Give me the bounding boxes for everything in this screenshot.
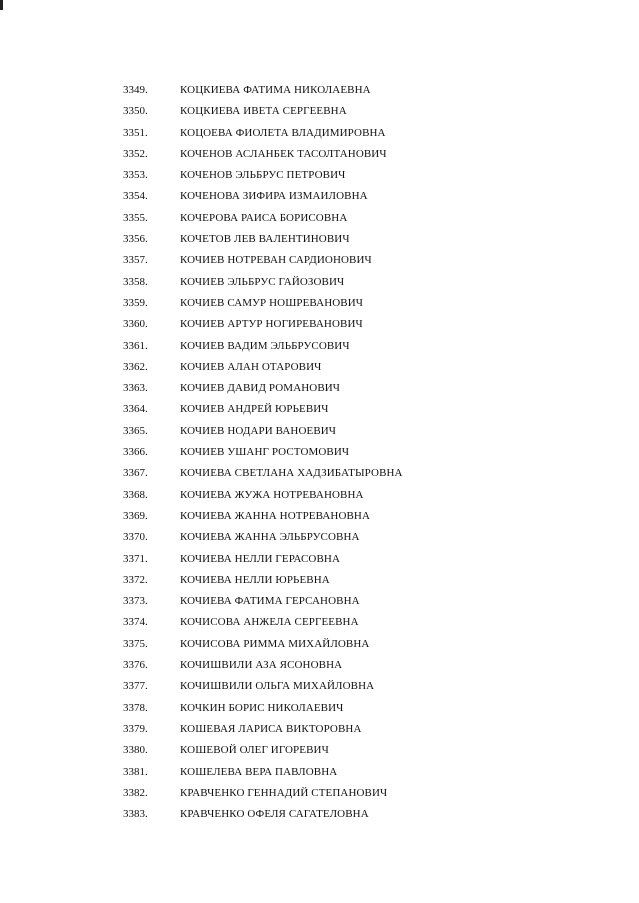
entry-number: 3378. (123, 701, 148, 714)
entry-name: КОЧИЕВА ЖАННА ЭЛЬБРУСОВНА (180, 531, 360, 544)
list-item (0, 272, 639, 293)
entry-name: КОЧИЕВА ЖАННА НОТРЕВАНОВНА (180, 509, 371, 522)
list-item (0, 740, 639, 761)
entry-name: КОЧЕНОВ ЭЛЬБРУС ПЕТРОВИЧ (180, 169, 346, 182)
list-item (0, 421, 639, 442)
entry-name: КОЧИЕВ ЭЛЬБРУС ГАЙОЗОВИЧ (180, 275, 345, 288)
list-item (0, 676, 639, 697)
entry-number: 3368. (123, 488, 148, 501)
entry-name: КОЧИЕВА СВЕТЛАНА ХАДЗИБАТЫРОВНА (180, 467, 403, 480)
list-item (0, 165, 639, 186)
entry-name: КОЧИЕВ УШАНГ РОСТОМОВИЧ (180, 446, 350, 459)
entry-name: КОЧИЕВ НОТРЕВАН САРДИОНОВИЧ (180, 254, 372, 267)
list-item (0, 336, 639, 357)
entry-number: 3381. (123, 765, 148, 778)
entry-number: 3371. (123, 552, 148, 565)
entry-number: 3364. (123, 403, 148, 416)
entry-name: КРАВЧЕНКО ОФЕЛЯ САГАТЕЛОВНА (180, 808, 369, 821)
entry-number: 3356. (123, 233, 148, 246)
entry-number: 3369. (123, 509, 148, 522)
entry-name: КОЧИСОВА РИММА МИХАЙЛОВНА (180, 637, 370, 650)
list-item (0, 506, 639, 527)
entry-name: КОЧЕНОВА ЗИФИРА ИЗМАИЛОВНА (180, 190, 368, 203)
entry-name: КОЧЕТОВ ЛЕВ ВАЛЕНТИНОВИЧ (180, 233, 350, 246)
entry-name: КОЧИЕВА ФАТИМА ГЕРСАНОВНА (180, 595, 360, 608)
list-item (0, 293, 639, 314)
list-item (0, 783, 639, 804)
entry-name: КОЧИСОВА АНЖЕЛА СЕРГЕЕВНА (180, 616, 359, 629)
entry-name: КОЧИЕВ АЛАН ОТАРОВИЧ (180, 360, 322, 373)
entry-number: 3352. (123, 147, 148, 160)
list-item (0, 591, 639, 612)
entry-number: 3351. (123, 126, 148, 139)
entry-name: КОЧИЕВА ЖУЖА НОТРЕВАНОВНА (180, 488, 364, 501)
list-item (0, 378, 639, 399)
entry-name: КОЧИЕВ САМУР НОШРЕВАНОВИЧ (180, 296, 364, 309)
name-list (0, 80, 639, 825)
list-item (0, 698, 639, 719)
list-item (0, 463, 639, 484)
entry-name: КОШЕВАЯ ЛАРИСА ВИКТОРОВНА (180, 722, 362, 735)
entry-number: 3373. (123, 595, 148, 608)
entry-name: КОЧИШВИЛИ ОЛЬГА МИХАЙЛОВНА (180, 680, 375, 693)
entry-number: 3361. (123, 339, 148, 352)
list-item (0, 80, 639, 101)
entry-number: 3380. (123, 744, 148, 757)
entry-name: КОЧИЕВ ДАВИД РОМАНОВИЧ (180, 382, 341, 395)
entry-name: КОШЕЛЕВА ВЕРА ПАВЛОВНА (180, 765, 338, 778)
entry-number: 3377. (123, 680, 148, 693)
entry-number: 3357. (123, 254, 148, 267)
entry-name: КОЧЕНОВ АСЛАНБЕК ТАСОЛТАНОВИЧ (180, 147, 387, 160)
entry-name: КРАВЧЕНКО ГЕННАДИЙ СТЕПАНОВИЧ (180, 786, 388, 799)
entry-number: 3383. (123, 808, 148, 821)
entry-name: КОЧКИН БОРИС НИКОЛАЕВИЧ (180, 701, 344, 714)
entry-number: 3372. (123, 573, 148, 586)
entry-name: КОЦКИЕВА ФАТИМА НИКОЛАЕВНА (180, 84, 371, 96)
list-item (0, 719, 639, 740)
entry-number: 3376. (123, 659, 148, 672)
entry-name: КОЧИЕВ АНДРЕЙ ЮРЬЕВИЧ (180, 403, 329, 416)
list-item (0, 250, 639, 271)
entry-number: 3366. (123, 446, 148, 459)
list-item (0, 357, 639, 378)
list-item (0, 655, 639, 676)
entry-number: 3363. (123, 382, 148, 395)
entry-number: 3349. (123, 84, 148, 96)
list-item (0, 442, 639, 463)
entry-number: 3374. (123, 616, 148, 629)
list-item (0, 634, 639, 655)
entry-name: КОШЕВОЙ ОЛЕГ ИГОРЕВИЧ (180, 744, 329, 757)
entry-number: 3365. (123, 424, 148, 437)
list-item (0, 399, 639, 420)
entry-name: КОЦОЕВА ФИОЛЕТА ВЛАДИМИРОВНА (180, 126, 386, 139)
entry-number: 3382. (123, 786, 148, 799)
entry-name: КОЧЕРОВА РАИСА БОРИСОВНА (180, 211, 348, 224)
list-item (0, 485, 639, 506)
entry-number: 3362. (123, 360, 148, 373)
entry-number: 3370. (123, 531, 148, 544)
list-item (0, 229, 639, 250)
list-item (0, 549, 639, 570)
entry-number: 3375. (123, 637, 148, 650)
entry-number: 3353. (123, 169, 148, 182)
entry-name: КОЧИЕВ НОДАРИ ВАНОЕВИЧ (180, 424, 337, 437)
entry-number: 3360. (123, 318, 148, 331)
entry-name: КОЦКИЕВА ИВЕТА СЕРГЕЕВНА (180, 105, 347, 118)
list-item (0, 804, 639, 825)
entry-name: КОЧИЕВА НЕЛЛИ ГЕРАСОВНА (180, 552, 341, 565)
entry-number: 3367. (123, 467, 148, 480)
list-item (0, 527, 639, 548)
list-item (0, 208, 639, 229)
list-item (0, 612, 639, 633)
entry-name: КОЧИЕВА НЕЛЛИ ЮРЬЕВНА (180, 573, 330, 586)
entry-number: 3354. (123, 190, 148, 203)
list-item (0, 123, 639, 144)
entry-number: 3358. (123, 275, 148, 288)
entry-number: 3379. (123, 722, 148, 735)
scan-corner-mark (0, 0, 3, 10)
list-item (0, 314, 639, 335)
list-item (0, 570, 639, 591)
list-item (0, 186, 639, 207)
entry-number: 3350. (123, 105, 148, 118)
entry-number: 3355. (123, 211, 148, 224)
list-item (0, 144, 639, 165)
list-item (0, 762, 639, 783)
entry-number: 3359. (123, 296, 148, 309)
entry-name: КОЧИЕВ АРТУР НОГИРЕВАНОВИЧ (180, 318, 363, 331)
entry-name: КОЧИШВИЛИ АЗА ЯСОНОВНА (180, 659, 343, 672)
entry-name: КОЧИЕВ ВАДИМ ЭЛЬБРУСОВИЧ (180, 339, 350, 352)
list-item (0, 101, 639, 122)
